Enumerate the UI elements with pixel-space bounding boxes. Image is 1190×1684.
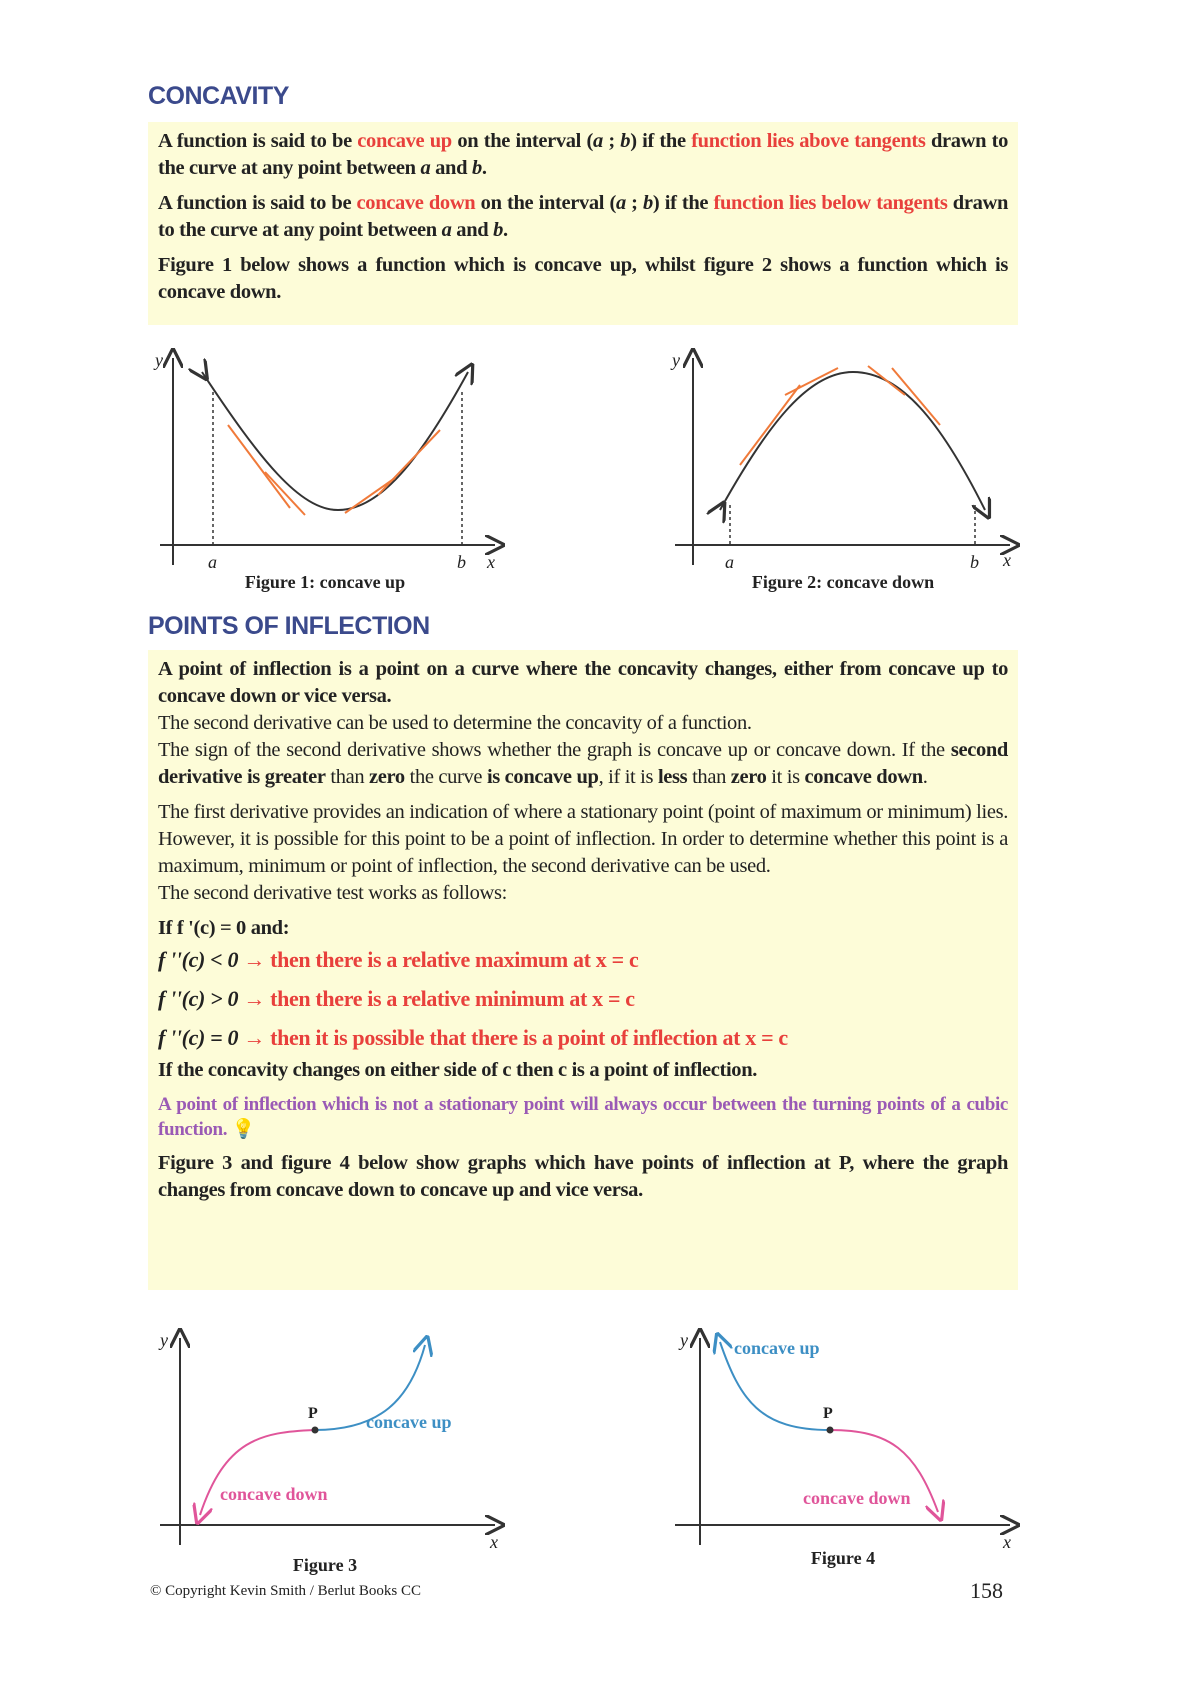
concave-down-curve	[720, 372, 985, 510]
inflection-point	[312, 1427, 319, 1434]
inflection-box	[148, 650, 1018, 1290]
first-derivative-text: The first derivative provides an indication of where a stationary point (point of maximum or minimum) lies. However, it is possible for this point to be a point of inflection. In order to determine whether this point is a maximum, minimum or point of inflection, the second derivative can be used.	[158, 801, 1008, 877]
inflection-point	[827, 1427, 834, 1434]
concave-up-definition: A function is said to be concave up on the interval (a ; b) if the function lies above tangents drawn to the curve at any point between a and b.	[158, 130, 1009, 179]
inflection-definition: A point of inflection is a point on a curve where the concavity changes, either from concave up to concave down or vice versa.	[158, 658, 1008, 707]
page-number: 158	[970, 1578, 1003, 1603]
fig4-y-label: y	[680, 1330, 688, 1350]
concave-down-definition: A function is said to be concave down on the interval (a ; b) if the function lies below tangents drawn to the curve at any point between a and b.	[158, 192, 1009, 241]
fig2-caption: Figure 2: concave down	[751, 572, 935, 592]
test-intro: The second derivative test works as follows:	[158, 882, 507, 904]
lightbulb-icon: 💡	[231, 1119, 255, 1140]
rule-inflection: f ''(c) = 0 → then it is possible that there is a point of inflection at x = c	[158, 1025, 788, 1050]
fig3-concave-down-label: concave down	[220, 1484, 328, 1504]
cubic-tip: A point of inflection which is not a stationary point will always occur between the turning points of a cubic function. 💡	[158, 1094, 1008, 1140]
concavity-heading: CONCAVITY	[148, 82, 289, 110]
fig3-caption: Figure 3	[292, 1555, 358, 1575]
fig1-b-label: b	[457, 552, 466, 572]
figures-intro: Figure 1 below shows a function which is concave up, whilst figure 2 shows a function which is concave down.	[158, 254, 1008, 303]
fig2-b-label: b	[970, 552, 979, 572]
figures-3-4-intro: Figure 3 and figure 4 below show graphs which have points of inflection at P, where the graph changes from concave down to concave up and vice versa.	[158, 1152, 1008, 1201]
figure-1	[160, 358, 495, 565]
fig4-p-label: P	[823, 1405, 833, 1422]
fig3-y-label: y	[160, 1330, 168, 1350]
inflection-heading: POINTS OF INFLECTION	[148, 612, 430, 640]
fig2-y-label: y	[672, 350, 680, 370]
fig1-y-label: y	[155, 350, 163, 370]
fig1-a-label: a	[208, 552, 217, 572]
fig4-x-label: x	[1003, 1532, 1011, 1552]
fig2-a-label: a	[725, 552, 734, 572]
fig4-caption: Figure 4	[810, 1548, 876, 1568]
rule-maximum: f ''(c) < 0 → then there is a relative maximum at x = c	[158, 947, 639, 972]
concave-up-curve	[202, 372, 468, 510]
concavity-change-rule: If the concavity changes on either side of c then c is a point of inflection.	[158, 1059, 758, 1081]
fig1-x-label: x	[487, 552, 495, 572]
fig1-caption: Figure 1: concave up	[244, 572, 406, 592]
copyright: © Copyright Kevin Smith / Berlut Books CC	[150, 1583, 421, 1599]
figure-3	[160, 1338, 495, 1545]
figure-2	[675, 358, 1010, 565]
rule-intro: If f '(c) = 0 and:	[158, 917, 290, 939]
fig2-x-label: x	[1003, 550, 1011, 570]
fig4-concave-up-label: concave up	[734, 1338, 820, 1358]
second-derivative-sign: The sign of the second derivative shows whether the graph is concave up or concave down. If the second derivative is greater than zero the curve is concave up, if it is less than zero it is concave down.	[158, 739, 1008, 788]
fig3-p-label: P	[308, 1405, 318, 1422]
fig3-x-label: x	[490, 1532, 498, 1552]
figure-4	[675, 1338, 1010, 1545]
fig3-concave-up-label: concave up	[366, 1412, 452, 1432]
second-derivative-intro: The second derivative can be used to determine the concavity of a function.	[158, 712, 752, 734]
rule-minimum: f ''(c) > 0 → then there is a relative minimum at x = c	[158, 986, 635, 1011]
fig4-concave-down-label: concave down	[803, 1488, 911, 1508]
